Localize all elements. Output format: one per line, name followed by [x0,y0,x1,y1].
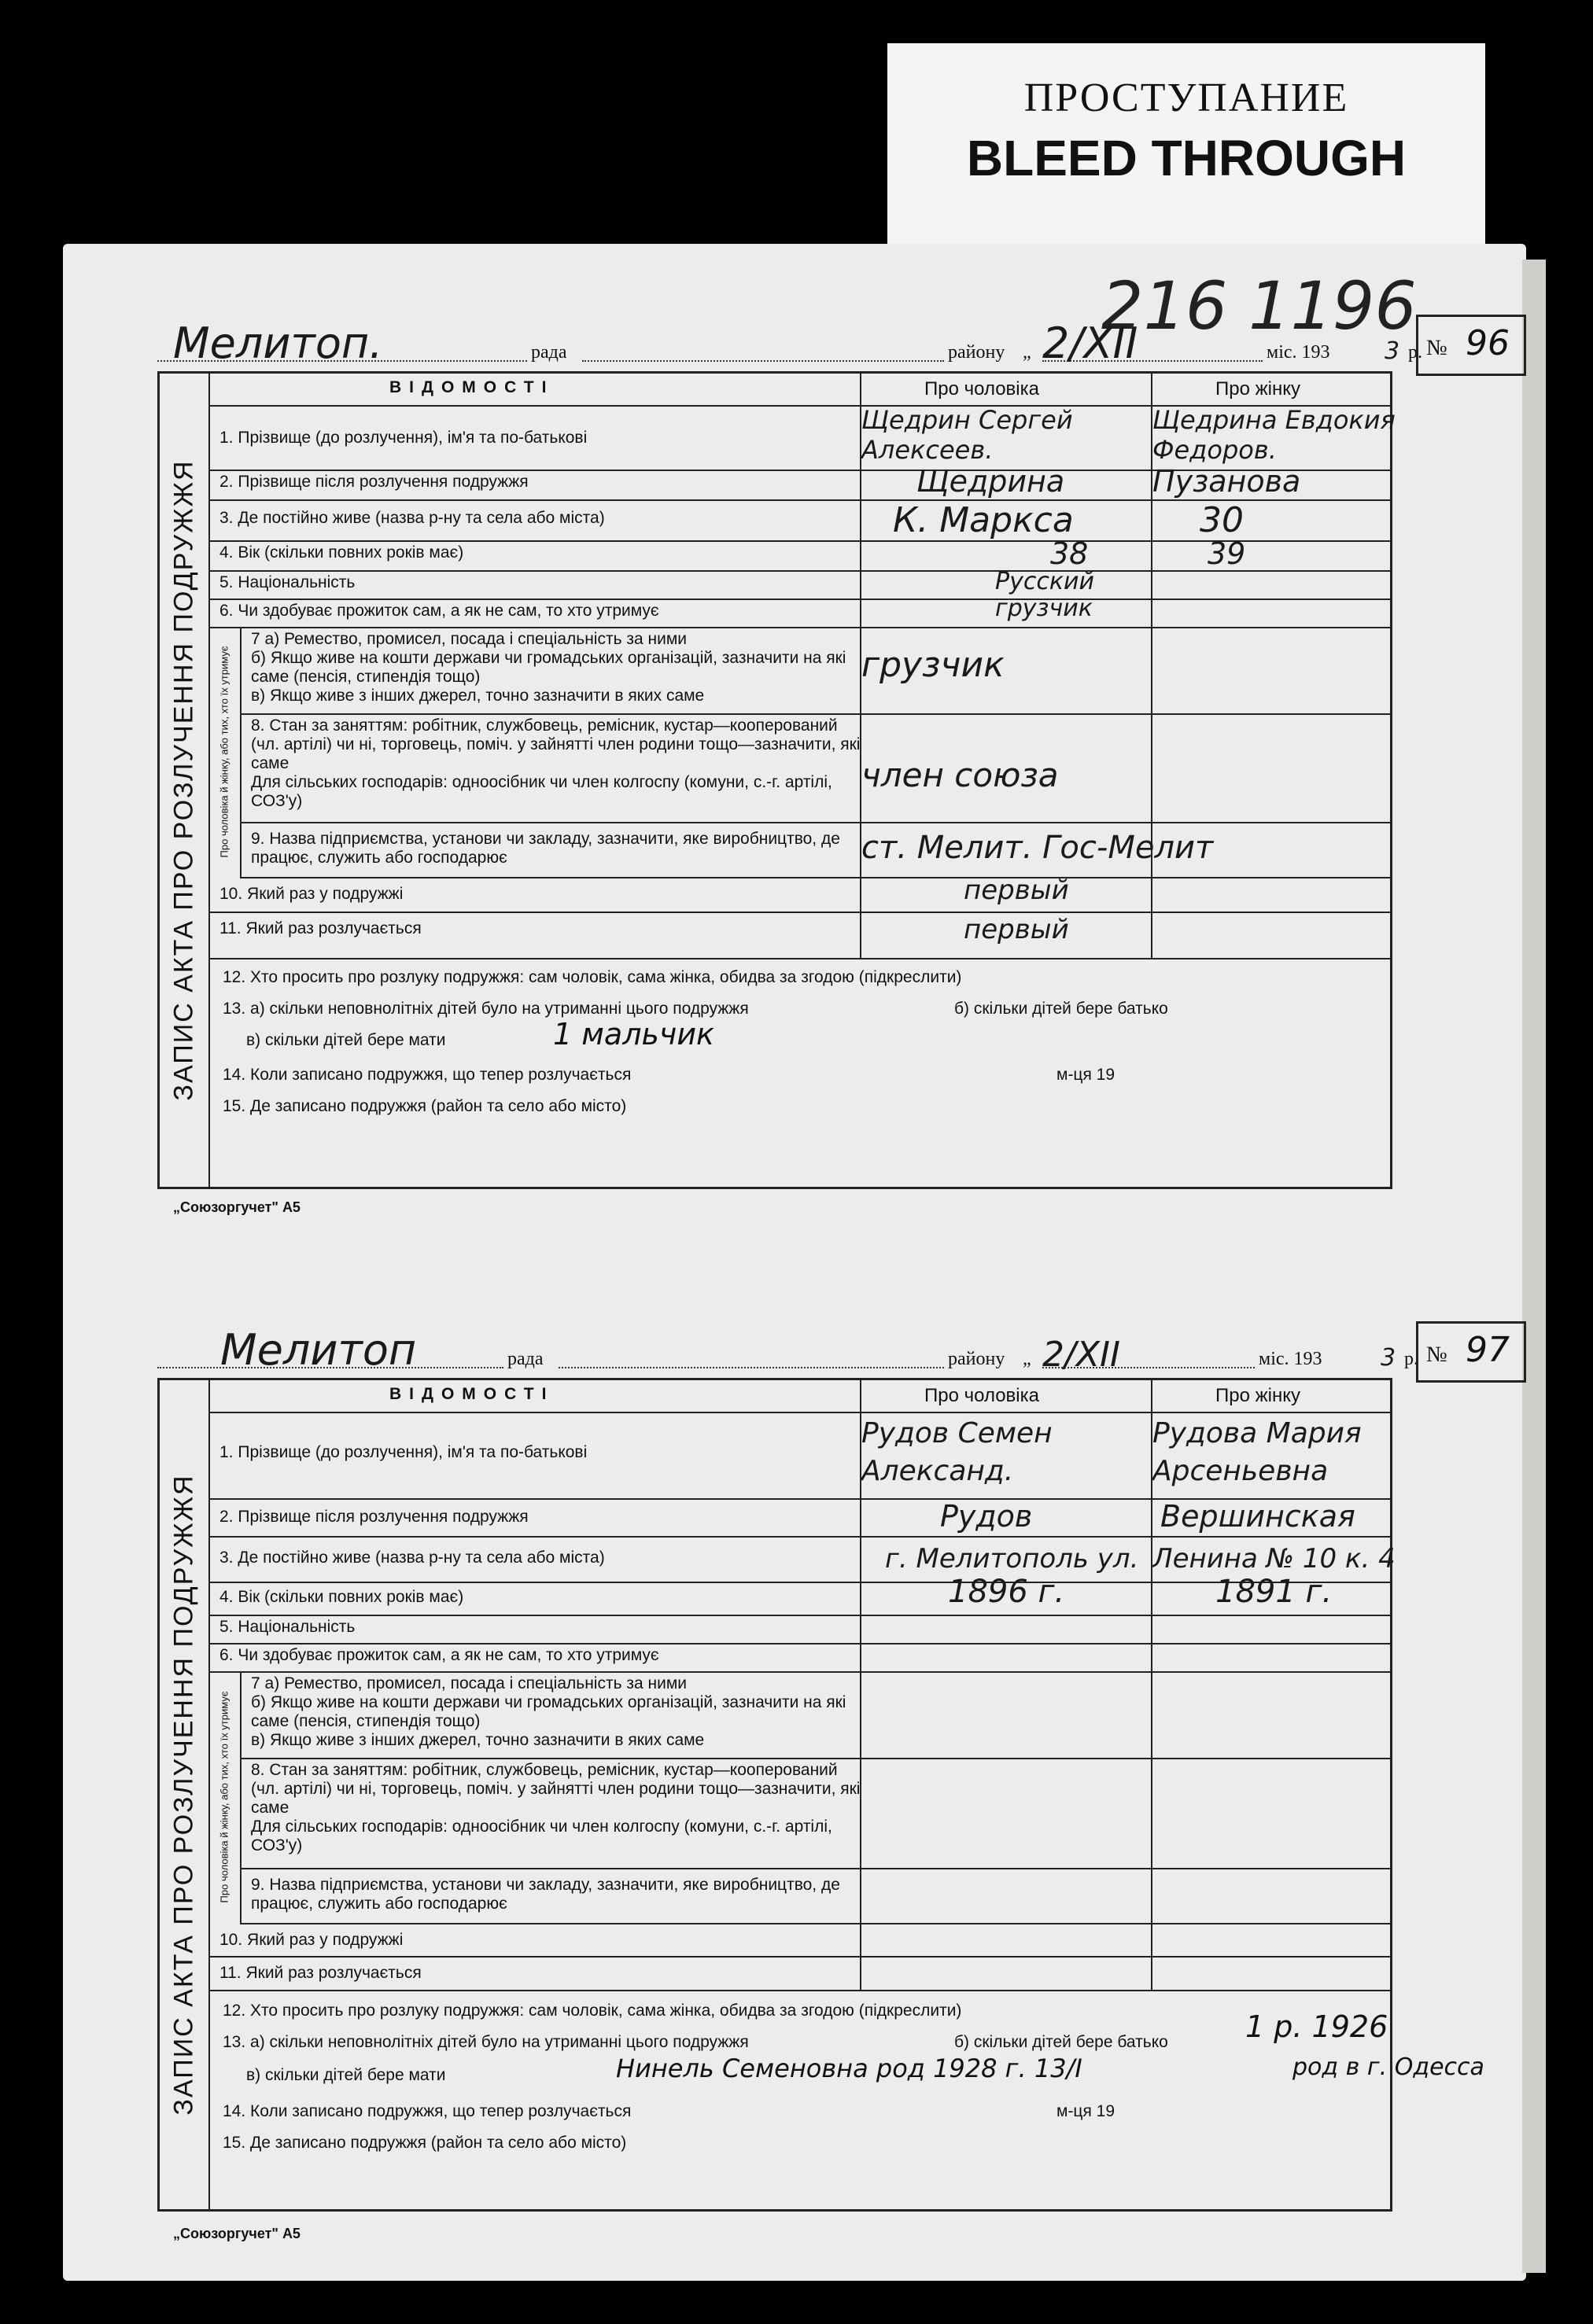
label-line-ru: ПРОСТУПАНИЕ [1023,76,1349,120]
q13c-handwritten: 1 мальчик [553,1017,714,1052]
q13a: 13. а) скільки неповнолітніх дітей було на утриманні цього подружжя [223,2033,749,2051]
row-q8: 8. Стан за заняттям: робітник, службовець, ремісник, кустар—кооперований (чл. артілі) чи ні, торговець, поміч. у зайнятті член родини тощо—зазначити, які саме Для сільських господарів: одноосібник чи член колгоспу (комуни, с.-г. артілі, СОЗ'у) член союза [240,713,1392,823]
month-label: міс. 193 [1259,1349,1322,1369]
row-q4: 4. Вік (скільки повних років має) 1896 г. 1891 г. [208,1582,1392,1616]
row-q7: 7 а) Ремество, промисел, посада і спеціальність за ними б) Якщо живе на кошти держави чи громадських організацій, зазначити на які саме (пенсія, стипендія тощо) в) Якщо живе з інших джерел, точно зазначити в яких саме [240,1671,1392,1759]
raion-label: району [948,342,1005,363]
record-number-box: № 97 [1416,1321,1526,1383]
q13c-handwritten: Нинель Семеновна род 1928 г. 13/I [616,2053,1082,2083]
row-q7: 7 а) Ремество, промисел, посада і спеціальність за ними б) Якщо живе на кошти держави чи громадських організацій, зазначити на які саме (пенсія, стипендія тощо) в) Якщо живе з інших джерел, точно зазначити в яких саме грузчик [240,627,1392,715]
row-q9: 9. Назва підприємства, установи чи закладу, зазначити, яке виробництво, де працює, служить або господарює ст. Мелит. Гос-Мелит [240,822,1392,878]
record-table: ЗАПИС АКТА ПРО РОЗЛУЧЕННЯ ПОДРУЖЖЯ ВІДОМОСТІ Про чоловіка Про жінку 1. Прізвище (до розлучення), ім'я та по-батькові Рудов Семен Александ. Рудова Мария Арсеньевна 2. Прізвище після розлучення подружжя Рудов Вершинская 3. Де постійно живе (назва р-ну та села або міста) г. Мелитополь ул. Ленина № 10 к. 4 4. Вік (скільки повних років має) 1896 г. 1891 г. 5. Національність 6. Чи здобуває прожиток сам, а як не сам, то хто утримує Про чоловіка й жінку, або тих, хто їх утримує 7 а) Ремество, промисел, посада і спеціальність за ними б) Якщо живе на кошти держави чи громадських організацій, зазначити на які саме (пенсія, стипендія тощо) в) Якщо живе з інших джерел, точно зазначити в яких саме 8. Стан за заняттям: робітник, службовець, ремісник, кустар—кооперований (чл. артілі) чи ні, торговець, поміч. у зайнятті член родини тощо—зазначити, які саме Для сільських господарів: одноосібник чи член колгоспу (комуни, с.-г. артілі, СОЗ'у) 9. Назва підприємства, установи чи закладу, зазначити, яке виробництво, де працює, служить або господарює 10. Який раз у подружжі 11. Який раз розлучається 12. Хто просить про розлуку подружжя: сам чоловік, сама жінка, обидва за згодою (підкреслити) 13. а) скільки неповнолітніх дітей було на утриманні цього подружжя б) скільки дітей бере батько 1 р. 1926 в) скільки дітей бере мати Нинель Семеновна род 1928 г. 13/I род в г. Одесса 14. Коли записано подружжя, що тепер розлучається м-ця 19 15. Де записано подружжя (район та село або місто) [157,1378,1392,2212]
row-q3: 3. Де постійно живе (назва р-ну та села або міста) г. Мелитополь ул. Ленина № 10 к. 4 [208,1536,1392,1583]
printer-mark: „Союзоргучет" А5 [173,1199,301,1215]
record-number-box: № 96 [1416,315,1526,376]
q13c: в) скільки дітей бере мати [246,2066,446,2084]
row-q11: 11. Який раз розлучається первый [208,912,1392,959]
record-number: 96 [1466,323,1510,363]
row-q10: 10. Який раз у подружжі [208,1923,1392,1958]
header-row: ВІДОМОСТІ Про чоловіка Про жінку [208,374,1392,407]
year-digit: 3 [1385,337,1400,365]
q13c: в) скільки дітей бере мати [246,1031,446,1049]
date-handwritten: 2/XII [1042,1335,1120,1375]
year-digit: 3 [1381,1344,1396,1372]
bleed-through-label [887,43,1485,248]
row-q4: 4. Вік (скільки повних років має) 38 39 [208,540,1392,572]
record-header: Мелитоп рада району „ 2/XII міс. 193 3 р. [157,1321,1526,1376]
row-q2: 2. Прізвище після розлучення подружжя Рудов Вершинская [208,1498,1392,1538]
record-number: 97 [1466,1330,1510,1370]
month-label: міс. 193 [1267,342,1330,363]
row-q5: 5. Національність Русский [208,570,1392,600]
q12: 12. Хто просить про розлуку подружжя: сам чоловік, сама жінка, обидва за згодою (підкреслити) [223,968,962,986]
row-q1: 1. Прізвище (до розлучення), ім'я та по-батькові Щедрин Сергей Алексеев. Щедрина Евдокия Федоров. [208,405,1392,471]
side-title: ЗАПИС АКТА ПРО РОЗЛУЧЕННЯ ПОДРУЖЖЯ [160,1380,210,2209]
row-q6: 6. Чи здобуває прожиток сам, а як не сам, то хто утримує грузчик [208,598,1392,628]
record-table: ЗАПИС АКТА ПРО РОЗЛУЧЕННЯ ПОДРУЖЖЯ ВІДОМОСТІ Про чоловіка Про жінку 1. Прізвище (до розлучення), ім'я та по-батькові Щедрин Сергей Алексеев. Щедрина Евдокия Федоров. 2. Прізвище після розлучення подружжя Щедрина Пузанова 3. Де постійно живе (назва р-ну та села або міста) К. Маркса 30 4. Вік (скільки повних років має) 38 39 5. Національність Русский 6. Чи здобуває прожиток сам, а як не сам, то хто утримує грузчик Про чоловіка й жінку, або тих, хто їх утримує 7 а) Ремество, промисел, посада і спеціальність за ними б) Якщо живе на кошти держави чи громадських організацій, зазначити на які саме (пенсія, стипендія тощо) в) Якщо живе з інших джерел, точно зазначити в яких саме грузчик 8. Стан за заняттям: робітник, службовець, ремісник, кустар—кооперований (чл. артілі) чи ні, торговець, поміч. у зайнятті член родини тощо—зазначити, які саме Для сільських господарів: одноосібник чи член колгоспу (комуни, с.-г. артілі, СОЗ'у) член союза 9. Назва підприємства, установи чи закладу, зазначити, яке виробництво, де працює, служить або господарює ст. Мелит. Гос-Мелит 10. Який раз у подружжі первый 11. Який раз розлучається первый 12. Хто просить про розлуку подружжя: сам чоловік, сама жінка, обидва за згодою (підкреслити) 13. а) скільки неповнолітніх дітей було на утриманні цього подружжя б) скільки дітей бере батько в) скільки дітей бере мати 1 мальчик 14. Коли записано подружжя, що тепер розлучається м-ця 19 15. Де записано подружжя (район та село або місто) [157,371,1392,1189]
q13b: б) скільки дітей бере батько [954,2033,1168,2051]
header-row: ВІДОМОСТІ Про чоловіка Про жінку [208,1380,1392,1413]
row-q8: 8. Стан за заняттям: робітник, службовець, ремісник, кустар—кооперований (чл. артілі) чи ні, торговець, поміч. у зайнятті член родини тощо—зазначити, які саме Для сільських господарів: одноосібник чи член колгоспу (комуни, с.-г. артілі, СОЗ'у) [240,1758,1392,1869]
row-q10: 10. Який раз у подружжі первый [208,877,1392,913]
row-q5: 5. Національність [208,1615,1392,1644]
sub-side-label: Про чоловіка й жінку, або тих, хто їх утримує [208,1671,242,1923]
q13c-extra-handwritten: род в г. Одесса [1292,2053,1484,2081]
row-q1: 1. Прізвище (до розлучення), ім'я та по-батькові Рудов Семен Александ. Рудова Мария Арсеньевна [208,1412,1392,1500]
q14: 14. Коли записано подружжя, що тепер розлучається [223,1066,632,1084]
raion-label: району [948,1349,1005,1369]
side-title: ЗАПИС АКТА ПРО РОЗЛУЧЕННЯ ПОДРУЖЖЯ [160,374,210,1187]
printer-mark: „Союзоргучет" А5 [173,2226,301,2241]
sub-side-label: Про чоловіка й жінку, або тих, хто їх утримує [208,627,242,877]
rada-handwritten: Мелитоп. [173,319,383,368]
rada-label: рада [507,1349,544,1369]
q13b: б) скільки дітей бере батько [954,1000,1168,1018]
row-q6: 6. Чи здобуває прожиток сам, а як не сам, то хто утримує [208,1643,1392,1673]
q13b-handwritten: 1 р. 1926 [1245,2009,1388,2044]
row-q9: 9. Назва підприємства, установи чи закладу, зазначити, яке виробництво, де працює, служить або господарює [240,1868,1392,1924]
q15: 15. Де записано подружжя (район та село або місто) [223,2134,627,2152]
label-line-en: BLEED THROUGH [966,130,1407,186]
record-header: Мелитоп. рада району „ 2/XII міс. 193 3 р. [157,315,1526,370]
record-2 [157,1321,1526,2249]
archive-number: 216 1196 [1101,267,1417,344]
row-q3: 3. Де постійно живе (назва р-ну та села або міста) К. Маркса 30 [208,499,1392,542]
rada-handwritten: Мелитоп [220,1325,417,1375]
q12: 12. Хто просить про розлуку подружжя: сам чоловік, сама жінка, обидва за згодою (підкреслити) [223,2002,962,2020]
rada-label: рада [531,342,567,363]
date-handwritten: 2/XII [1042,319,1138,368]
q14: 14. Коли записано подружжя, що тепер розлучається [223,2102,632,2120]
record-1 [157,315,1526,1219]
row-q2: 2. Прізвище після розлучення подружжя Щедрина Пузанова [208,470,1392,501]
q15: 15. Де записано подружжя (район та село або місто) [223,1097,627,1115]
row-q11: 11. Який раз розлучається [208,1956,1392,1991]
q13a: 13. а) скільки неповнолітніх дітей було на утриманні цього подружжя [223,1000,749,1018]
